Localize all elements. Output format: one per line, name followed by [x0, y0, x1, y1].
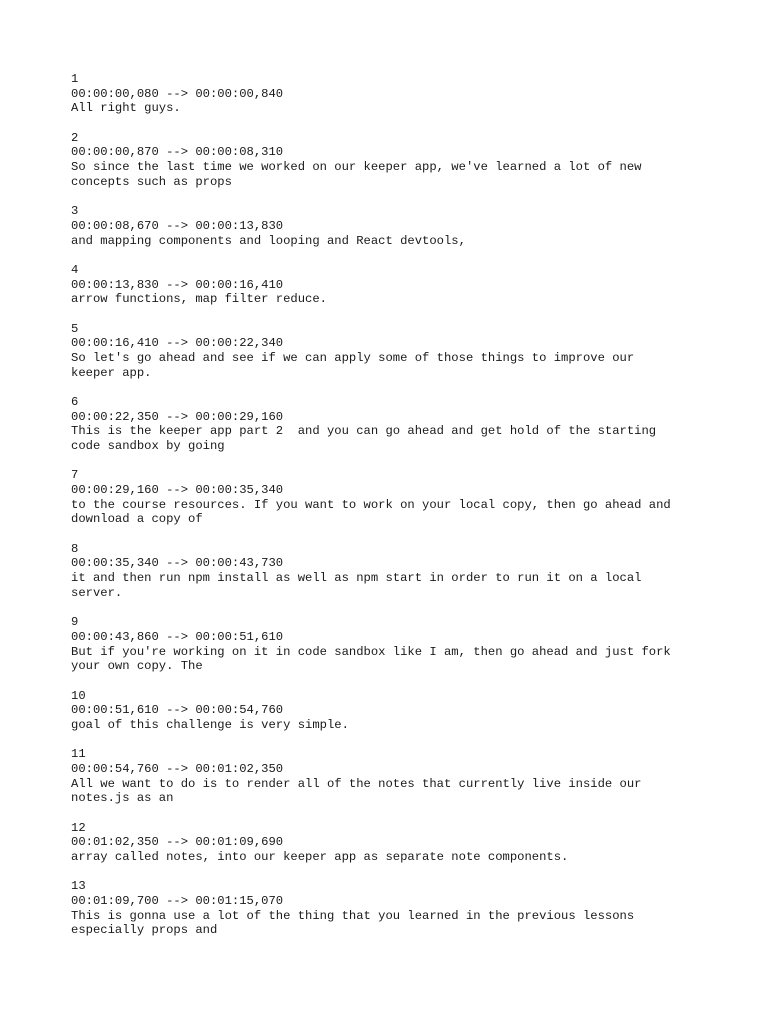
subtitle-document	[71, 72, 731, 953]
cue-index: 7	[71, 468, 79, 483]
cue-timecode: 00:00:08,670 --> 00:00:13,830	[71, 218, 284, 233]
cue-timecode: 00:00:43,860 --> 00:00:51,610	[71, 629, 284, 644]
subtitle-cue	[71, 821, 731, 865]
subtitle-cue	[71, 263, 731, 307]
cue-text-line: This is the keeper app part 2 and you can go ahead and get hold of the starting	[71, 424, 657, 439]
subtitle-cue	[71, 204, 731, 248]
cue-index: 12	[71, 820, 86, 835]
cue-timecode: 00:00:00,870 --> 00:00:08,310	[71, 145, 284, 160]
cue-text-line: code sandbox by going	[71, 439, 225, 454]
cue-index: 4	[71, 262, 79, 277]
cue-timecode: 00:01:09,700 --> 00:01:15,070	[71, 894, 284, 909]
cue-index: 2	[71, 130, 79, 145]
cue-timecode: 00:00:13,830 --> 00:00:16,410	[71, 277, 284, 292]
cue-timecode: 00:00:54,760 --> 00:01:02,350	[71, 761, 284, 776]
subtitle-cue	[71, 72, 731, 116]
subtitle-cue	[71, 542, 731, 601]
cue-index: 9	[71, 615, 79, 630]
cue-text-line: and mapping components and looping and React devtools,	[71, 233, 466, 248]
cue-text-line: your own copy. The	[71, 659, 203, 674]
cue-timecode: 00:00:29,160 --> 00:00:35,340	[71, 483, 284, 498]
cue-timecode: 00:00:22,350 --> 00:00:29,160	[71, 409, 284, 424]
cue-text-line: notes.js as an	[71, 791, 174, 806]
cue-text-line: keeper app.	[71, 365, 152, 380]
cue-timecode: 00:00:16,410 --> 00:00:22,340	[71, 336, 284, 351]
cue-text-line: download a copy of	[71, 512, 203, 527]
subtitle-cue	[71, 131, 731, 190]
cue-index: 1	[71, 72, 79, 86]
cue-timecode: 00:01:02,350 --> 00:01:09,690	[71, 835, 284, 850]
subtitle-cue	[71, 322, 731, 381]
cue-index: 6	[71, 394, 79, 409]
cue-text-line: All we want to do is to render all of the notes that currently live inside our	[71, 776, 642, 791]
subtitle-cue	[71, 747, 731, 806]
cue-index: 13	[71, 879, 86, 894]
cue-timecode: 00:00:35,340 --> 00:00:43,730	[71, 556, 284, 571]
cue-text-line: especially props and	[71, 923, 218, 938]
subtitle-cue	[71, 879, 731, 938]
cue-text-line: All right guys.	[71, 101, 181, 116]
cue-index: 11	[71, 747, 86, 762]
cue-text-line: concepts such as props	[71, 174, 232, 189]
cue-timecode: 00:00:51,610 --> 00:00:54,760	[71, 703, 284, 718]
cue-text-line: So let's go ahead and see if we can apply some of those things to improve our	[71, 350, 635, 365]
cue-index: 10	[71, 688, 86, 703]
cue-timecode: 00:00:00,080 --> 00:00:00,840	[71, 86, 284, 101]
cue-text-line: arrow functions, map filter reduce.	[71, 292, 327, 307]
cue-index: 3	[71, 204, 79, 219]
cue-index: 5	[71, 321, 79, 336]
subtitle-cue	[71, 468, 731, 527]
cue-index: 8	[71, 541, 79, 556]
cue-text-line: server.	[71, 585, 123, 600]
subtitle-cue	[71, 395, 731, 454]
cue-text-line: This is gonna use a lot of the thing that you learned in the previous lessons	[71, 908, 635, 923]
cue-text-line: array called notes, into our keeper app as separate note components.	[71, 850, 569, 865]
cue-text-line: to the course resources. If you want to work on your local copy, then go ahead and	[71, 497, 671, 512]
cue-text-line: it and then run npm install as well as npm start in order to run it on a local	[71, 571, 642, 586]
subtitle-cue	[71, 615, 731, 674]
cue-text-line: But if you're working on it in code sandbox like I am, then go ahead and just fork	[71, 644, 671, 659]
subtitle-cue	[71, 689, 731, 733]
cue-text-line: So since the last time we worked on our keeper app, we've learned a lot of new	[71, 160, 642, 175]
cue-text-line: goal of this challenge is very simple.	[71, 717, 349, 732]
